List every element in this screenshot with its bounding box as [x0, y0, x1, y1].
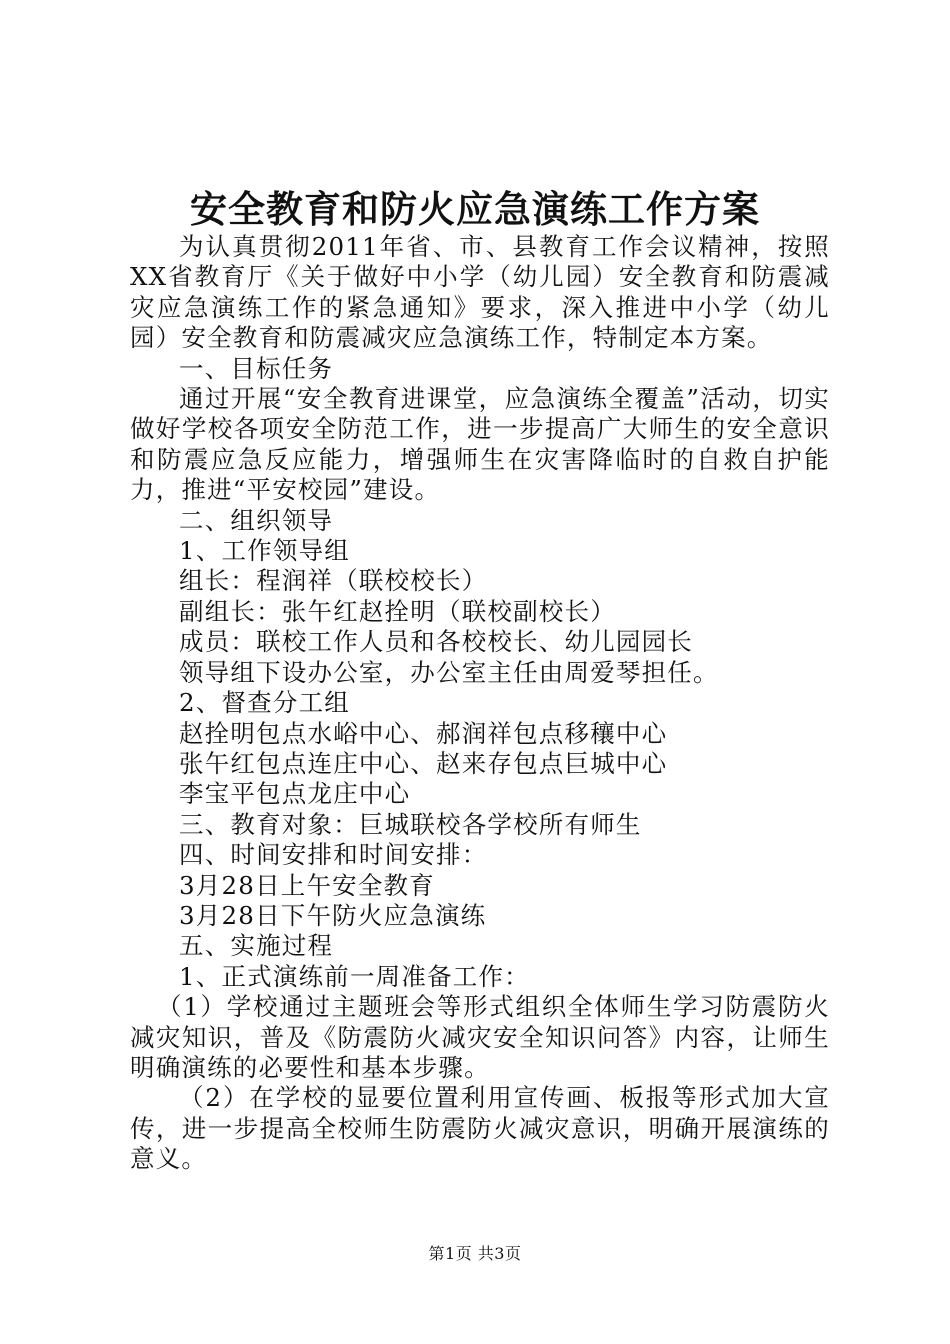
- section-heading-audience: 三、教育对象：巨城联校各学校所有师生: [179, 809, 642, 839]
- section-heading-process: 五、实施过程: [179, 931, 334, 961]
- line-group-leader: 组长：程润祥（联校校长）: [179, 566, 488, 596]
- line-deputy-leader: 副组长：张午红赵拴明（联校副校长）: [179, 596, 616, 626]
- line-schedule-afternoon: 3月28日下午防火应急演练: [179, 900, 487, 930]
- line-supervision-2: 张午红包点连庄中心、赵来存包点巨城中心: [179, 748, 668, 778]
- paragraph-preparation-2: （2）在学校的显要位置利用宣传画、板报等形式加大宣传，进一步提高全校师生防震防火减灾意识，明确开展演练的意义。: [130, 1083, 830, 1174]
- document-title: 安全教育和防火应急演练工作方案: [190, 187, 760, 231]
- line-supervision-1: 赵拴明包点水峪中心、郝润祥包点移穰中心: [179, 718, 668, 748]
- line-members: 成员：联校工作人员和各校校长、幼儿园园长: [179, 627, 693, 657]
- paragraph-preparation-1: （1）学校通过主题班会等形式组织全体师生学习防震防火减灾知识，普及《防震防火减灾安全知识问答》内容，让师生明确演练的必要性和基本步骤。: [130, 992, 830, 1082]
- section-heading-schedule: 四、时间安排和时间安排：: [179, 840, 488, 870]
- page-number-footer: 第1页 共3页: [428, 1244, 522, 1263]
- line-schedule-morning: 3月28日上午安全教育: [179, 870, 435, 900]
- document-body: [130, 232, 830, 1175]
- section-heading-organization: 二、组织领导: [179, 505, 334, 535]
- subheading-leadership-group: 1、工作领导组: [179, 536, 350, 566]
- subheading-preparation: 1、正式演练前一周准备工作：: [179, 961, 530, 991]
- paragraph-goals: 通过开展“安全教育进课堂，应急演练全覆盖”活动，切实做好学校各项安全防范工作，进一步提高广大师生的安全意识和防震应急反应能力，增强师生在灾害降临时的自救自护能力，推进“平安校园”建设。: [130, 384, 830, 505]
- line-supervision-3: 李宝平包点龙庄中心: [179, 779, 411, 809]
- paragraph-intro: 为认真贯彻2011年省、市、县教育工作会议精神，按照XX省教育厅《关于做好中小学（幼儿园）安全教育和防震减灾应急演练工作的紧急通知》要求，深入推进中小学（幼儿园）安全教育和防震减灾应急演练工作，特制定本方案。: [130, 232, 830, 353]
- line-office: 领导组下设办公室，办公室主任由周爱琴担任。: [179, 657, 719, 687]
- section-heading-goals: 一、目标任务: [179, 353, 334, 383]
- subheading-supervision-group: 2、督查分工组: [179, 688, 350, 718]
